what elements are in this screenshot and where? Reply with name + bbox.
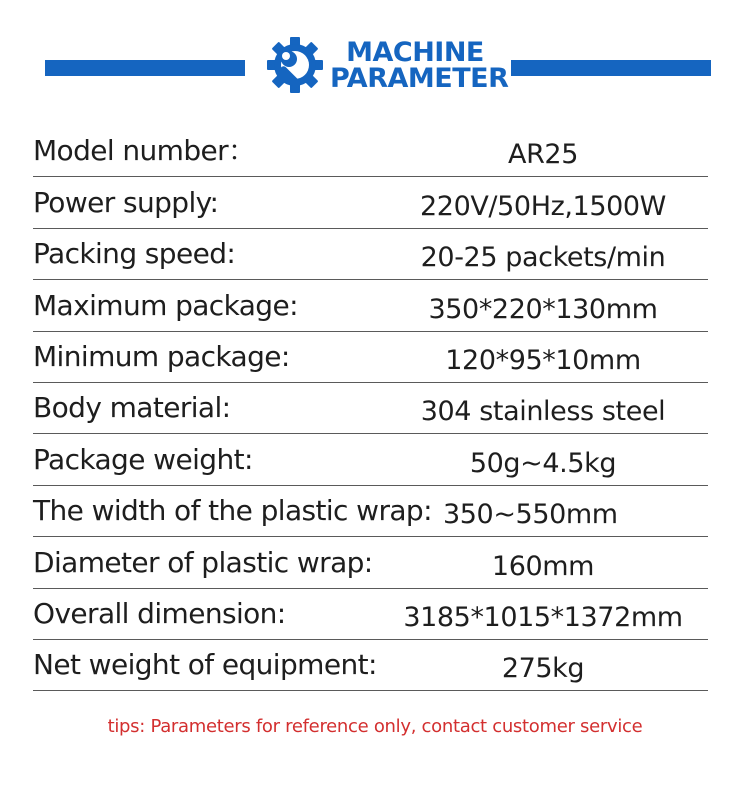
param-value: 160mm: [491, 550, 595, 582]
param-value: 220V/50Hz,1500W: [420, 190, 666, 222]
param-row: [33, 177, 708, 228]
param-row: [33, 589, 708, 640]
param-label: Minimum package:: [33, 339, 290, 373]
title-line-1: MACHINE: [346, 37, 484, 68]
parameter-table: [33, 126, 708, 691]
tips-note: tips: Parameters for reference only, contact customer service: [107, 716, 643, 737]
param-label: Overall dimension:: [33, 596, 286, 630]
param-row: [33, 537, 708, 588]
param-row: [33, 640, 708, 691]
param-value: 350~550mm: [443, 499, 618, 531]
param-value: AR25: [508, 139, 578, 171]
param-row: [33, 383, 708, 434]
param-label: Model number：: [33, 134, 256, 168]
gear-wrench-icon: [266, 36, 324, 94]
param-row: [33, 486, 708, 537]
param-label: The width of the plastic wrap:: [33, 494, 432, 528]
param-value: 20-25 packets/min: [420, 242, 666, 274]
param-label: Package weight:: [33, 442, 253, 476]
header-bar-left: [45, 60, 245, 76]
param-value: 120*95*10mm: [445, 344, 641, 376]
param-label: Packing speed:: [33, 237, 236, 271]
section-title: [330, 37, 509, 94]
param-value: 275kg: [501, 653, 585, 685]
param-value: 50g~4.5kg: [469, 447, 617, 479]
param-label: Body material:: [33, 391, 231, 425]
param-value: 3185*1015*1372mm: [403, 601, 683, 633]
param-value: 304 stainless steel: [420, 396, 666, 428]
param-label: Power supply:: [33, 185, 219, 219]
param-row: [33, 126, 708, 177]
header-bar-right: [511, 60, 711, 76]
title-line-2: PARAMETER: [330, 63, 509, 94]
param-label: Diameter of plastic wrap:: [33, 545, 373, 579]
param-row: [33, 434, 708, 485]
param-label: Maximum package:: [33, 288, 298, 322]
param-row: [33, 229, 708, 280]
param-label: Net weight of equipment:: [33, 648, 377, 682]
param-row: [33, 280, 708, 331]
header: [0, 0, 750, 120]
param-row: [33, 332, 708, 383]
param-value: 350*220*130mm: [428, 293, 658, 325]
